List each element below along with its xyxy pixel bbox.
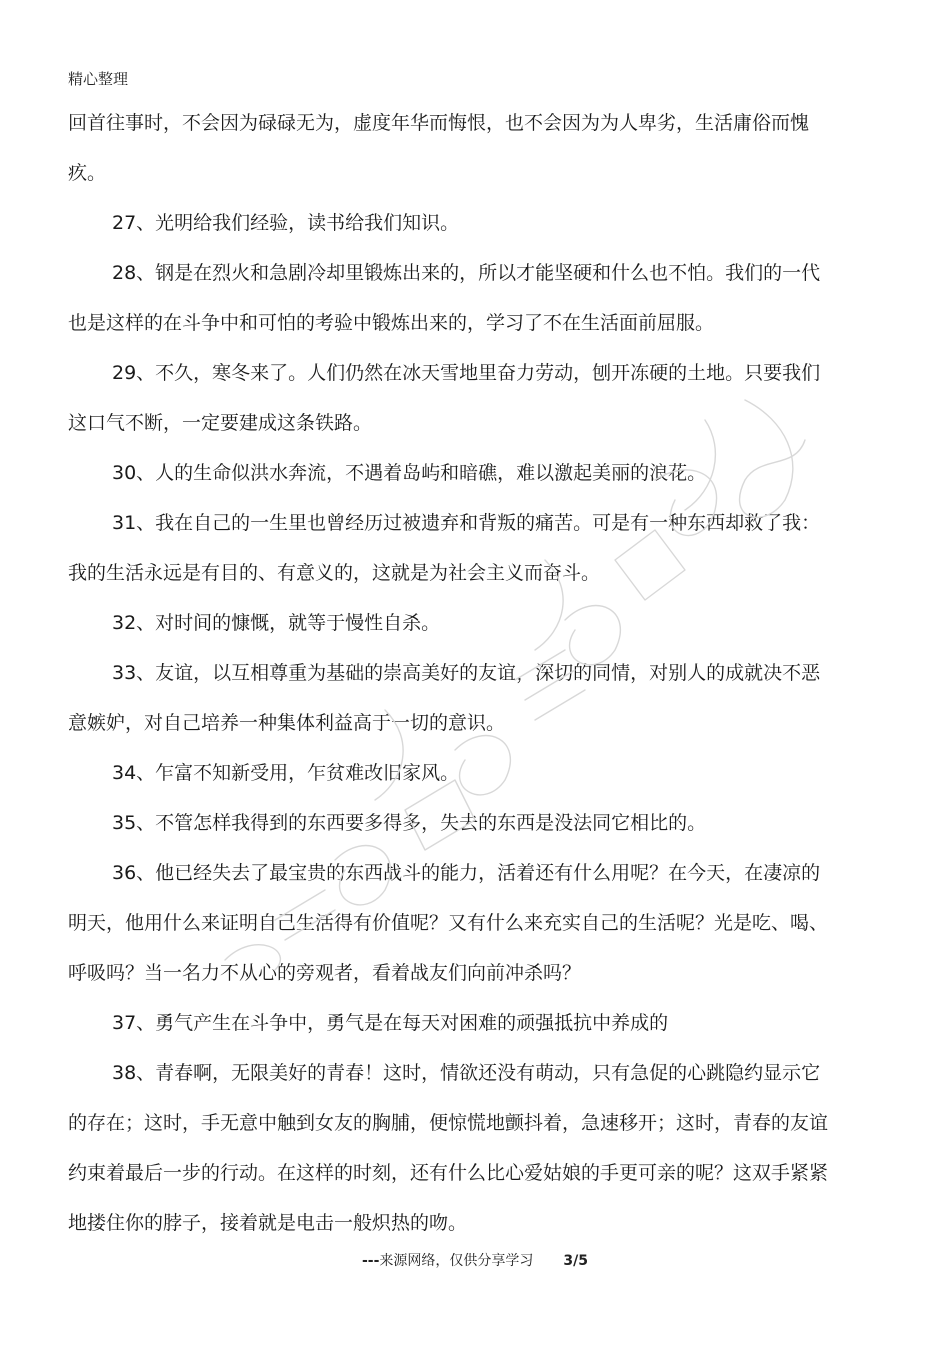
paragraph: 36、他已经失去了最宝贵的东西战斗的能力，活着还有什么用呢？在今天，在凄凉的明天，他用什么来证明自己生活得有价值呢？又有什么来充实自己的生活呢？光是吃、喝、呼吸吗？当一名力不从心的旁观者，看着战友们向前冲杀吗？ <box>68 862 829 984</box>
paragraph: 回首往事时，不会因为碌碌无为，虚度年华而悔恨，也不会因为为人卑劣，生活庸俗而愧疚。 <box>68 112 810 184</box>
paragraph: 34、乍富不知新受用，乍贫难改旧家风。 <box>112 762 460 784</box>
paragraph: 38、青春啊，无限美好的青春！这时，情欲还没有萌动，只有急促的心跳隐约显示它的存在；这时，手无意中触到女友的胸脯，便惊慌地颤抖着，急速移开；这时，青春的友谊约束着最后一步的行动。在这样的时刻，还有什么比心爱姑娘的手更可亲的呢？这双手紧紧地搂住你的脖子，接着就是电击一般炽热的吻。 <box>68 1062 829 1234</box>
page-header: 精心整理 <box>68 70 129 88</box>
page-footer <box>0 1252 950 1270</box>
paragraph: 28、钢是在烈火和急剧冷却里锻炼出来的，所以才能坚硬和什么也不怕。我们的一代也是这样的在斗争中和可怕的考验中锻炼出来的，学习了不在生活面前屈服。 <box>68 262 821 334</box>
paragraph: 37、勇气产生在斗争中，勇气是在每天对困难的顽强抵抗中养成的 <box>112 1012 669 1034</box>
paragraph: 33、友谊，以互相尊重为基础的崇高美好的友谊，深切的同情，对别人的成就决不恶意嫉妒，对自己培养一种集体利益高于一切的意识。 <box>68 662 821 734</box>
paragraph: 32、对时间的慷慨，就等于慢性自杀。 <box>112 612 441 634</box>
paragraph: 31、我在自己的一生里也曾经历过被遗弃和背叛的痛苦。可是有一种东西却救了我：我的生活永远是有目的、有意义的，这就是为社会主义而奋斗。 <box>68 512 821 584</box>
paragraph: 29、不久，寒冬来了。人们仍然在冰天雪地里奋力劳动，刨开冻硬的土地。只要我们这口气不断，一定要建成这条铁路。 <box>68 362 821 434</box>
footer-dashes: --- <box>361 1253 380 1269</box>
document-body <box>68 98 838 1248</box>
paragraph: 27、光明给我们经验，读书给我们知识。 <box>112 212 460 234</box>
paragraph: 30、人的生命似洪水奔流，不遇着岛屿和暗礁，难以激起美丽的浪花。 <box>112 462 707 484</box>
page-number: 3/5 <box>563 1253 589 1269</box>
footer-source: 来源网络，仅供分享学习 <box>379 1253 534 1269</box>
paragraph: 35、不管怎样我得到的东西要多得多，失去的东西是没法同它相比的。 <box>112 812 707 834</box>
